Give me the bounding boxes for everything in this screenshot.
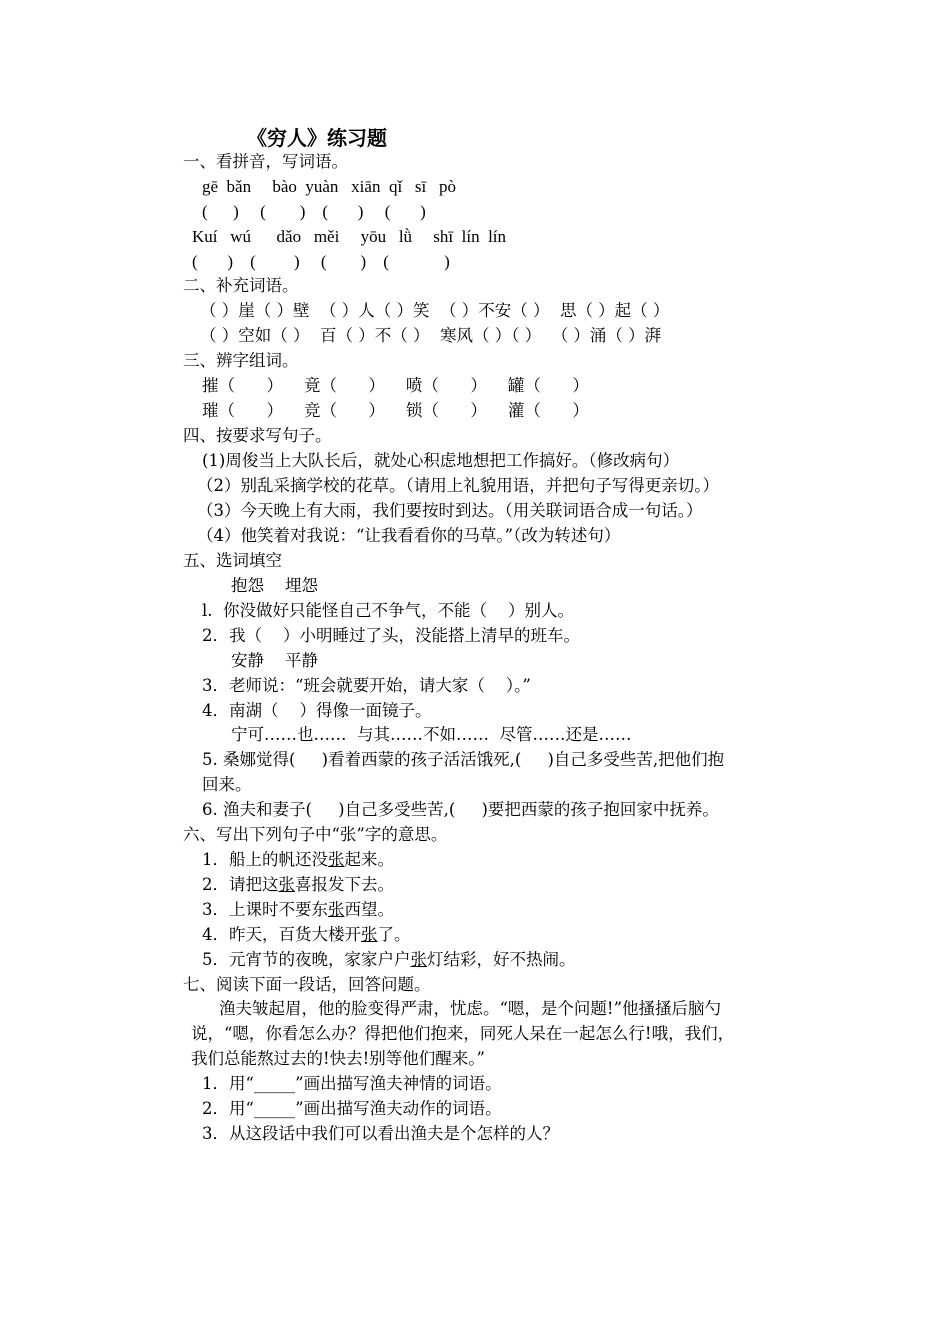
char-words-row-1: 摧（ ） 竟（ ） 喷（ ） 罐（ ） xyxy=(202,376,589,395)
word-choices-3: 宁可……也…… 与其……不如…… 尽管……还是…… xyxy=(231,725,632,744)
reading-question-1: 1．用“_____”画出描写渔夫神情的词语。 xyxy=(202,1074,502,1093)
reading-question-2: 2．用“_____”画出描写渔夫动作的词语。 xyxy=(202,1099,502,1118)
reading-passage-line-1: 渔夫皱起眉，他的脸变得严肃，忧虑。“嗯，是个问题!”他搔搔后脑勺 xyxy=(219,999,722,1018)
reading-passage-line-3: 我们总能熬过去的!快去!别等他们醒来。” xyxy=(191,1049,485,1068)
section-6-heading: 六、写出下列句子中“张”字的意思。 xyxy=(183,825,448,844)
fill-question-4: 4．南湖（ ）得像一面镜子。 xyxy=(202,701,432,720)
section-1-heading: 一、看拼音，写词语。 xyxy=(183,152,348,171)
key-character: 张 xyxy=(328,900,345,919)
meaning-item-text: 2．请把这 xyxy=(202,875,279,894)
key-character: 张 xyxy=(361,925,378,944)
sentence-task-3: （3）今天晚上有大雨，我们要按时到达。（用关联词语合成一句话。） xyxy=(197,501,703,520)
section-2-heading: 二、补充词语。 xyxy=(183,276,299,295)
meaning-item-text: 西望。 xyxy=(344,900,394,919)
sentence-task-1: (1)周俊当上大队长后，就处心积虑地想把工作搞好。（修改病句） xyxy=(202,451,680,470)
meaning-item-text: 5．元宵节的夜晚，家家户户 xyxy=(202,950,411,969)
fill-question-6: 6. 渔夫和妻子( )自己多受些苦,( )要把西蒙的孩子抱回家中抚养。 xyxy=(202,800,719,819)
fill-question-5-cont: 回来。 xyxy=(202,775,252,794)
fill-question-2: 2．我（ ）小明睡过了头，没能搭上清早的班车。 xyxy=(202,626,580,645)
word-choices-1: 抱怨 埋怨 xyxy=(231,576,318,595)
fill-question-3: 3．老师说：“班会就要开始，请大家（ ）。” xyxy=(202,676,531,695)
meaning-item-text: 起来。 xyxy=(344,850,394,869)
meaning-item xyxy=(202,873,394,897)
sentence-task-4: （4）他笑着对我说：“让我看看你的马草。”（改为转述句） xyxy=(197,526,621,545)
sentence-task-2: （2）别乱采摘学校的花草。（请用上礼貌用语，并把句子写得更亲切。） xyxy=(197,476,719,495)
meaning-item-text: 喜报发下去。 xyxy=(295,875,394,894)
section-4-heading: 四、按要求写句子。 xyxy=(183,426,332,445)
key-character: 张 xyxy=(278,875,295,894)
key-character: 张 xyxy=(328,850,345,869)
section-7-heading: 七、阅读下面一段话，回答问题。 xyxy=(183,975,431,994)
fill-words-row-1: （ ）崖（ ）壁 （ ）人（ ）笑 （ ）不安（ ） 思（ ）起（ ） xyxy=(200,301,670,320)
reading-question-3: 3．从这段话中我们可以看出渔夫是个怎样的人？ xyxy=(202,1124,559,1143)
fill-question-1: l. 你没做好只能怪自己不争气，不能（ ）别人。 xyxy=(202,601,574,620)
answer-blanks-row-1: ( ) ( ) ( ) ( ) xyxy=(202,202,426,221)
meaning-item xyxy=(202,923,411,947)
meaning-item xyxy=(202,948,576,972)
meaning-item xyxy=(202,898,394,922)
word-choices-2: 安静 平静 xyxy=(231,651,318,670)
meaning-item-text: 3．上课时不要东 xyxy=(202,900,328,919)
reading-passage-line-2: 说，“嗯，你看怎么办？得把他们抱来，同死人呆在一起怎么行!哦，我们， xyxy=(191,1024,735,1043)
meaning-item-text: 1．船上的帆还没 xyxy=(202,850,328,869)
meaning-item xyxy=(202,848,394,872)
fill-question-5: 5. 桑娜觉得( )看着西蒙的孩子活活饿死,( )自己多受些苦,把他们抱 xyxy=(202,750,725,769)
pinyin-row-1: gē bǎn bào yuàn xiān qǐ sī pò xyxy=(202,177,457,196)
fill-words-row-2: （ ）空如（ ） 百（ ）不（ ） 寒风（ ）（ ） （ ）涌（ ）湃 xyxy=(200,326,662,345)
meaning-item-text: 了。 xyxy=(377,925,411,944)
meaning-item-text: 灯结彩，好不热闹。 xyxy=(427,950,576,969)
meaning-item-text: 4．昨天，百货大楼开 xyxy=(202,925,361,944)
pinyin-row-2: Kuí wú dǎo měi yōu lǜ shī lín lín xyxy=(192,227,507,246)
char-words-row-2: 璀（ ） 竞（ ） 锁（ ） 灌（ ） xyxy=(202,401,589,420)
answer-blanks-row-2: ( ) ( ) ( ) ( ) xyxy=(192,252,450,271)
section-3-heading: 三、辨字组词。 xyxy=(183,351,299,370)
section-5-heading: 五、选词填空 xyxy=(183,551,282,570)
page-title: 《穷人》练习题 xyxy=(247,126,387,150)
key-character: 张 xyxy=(410,950,427,969)
